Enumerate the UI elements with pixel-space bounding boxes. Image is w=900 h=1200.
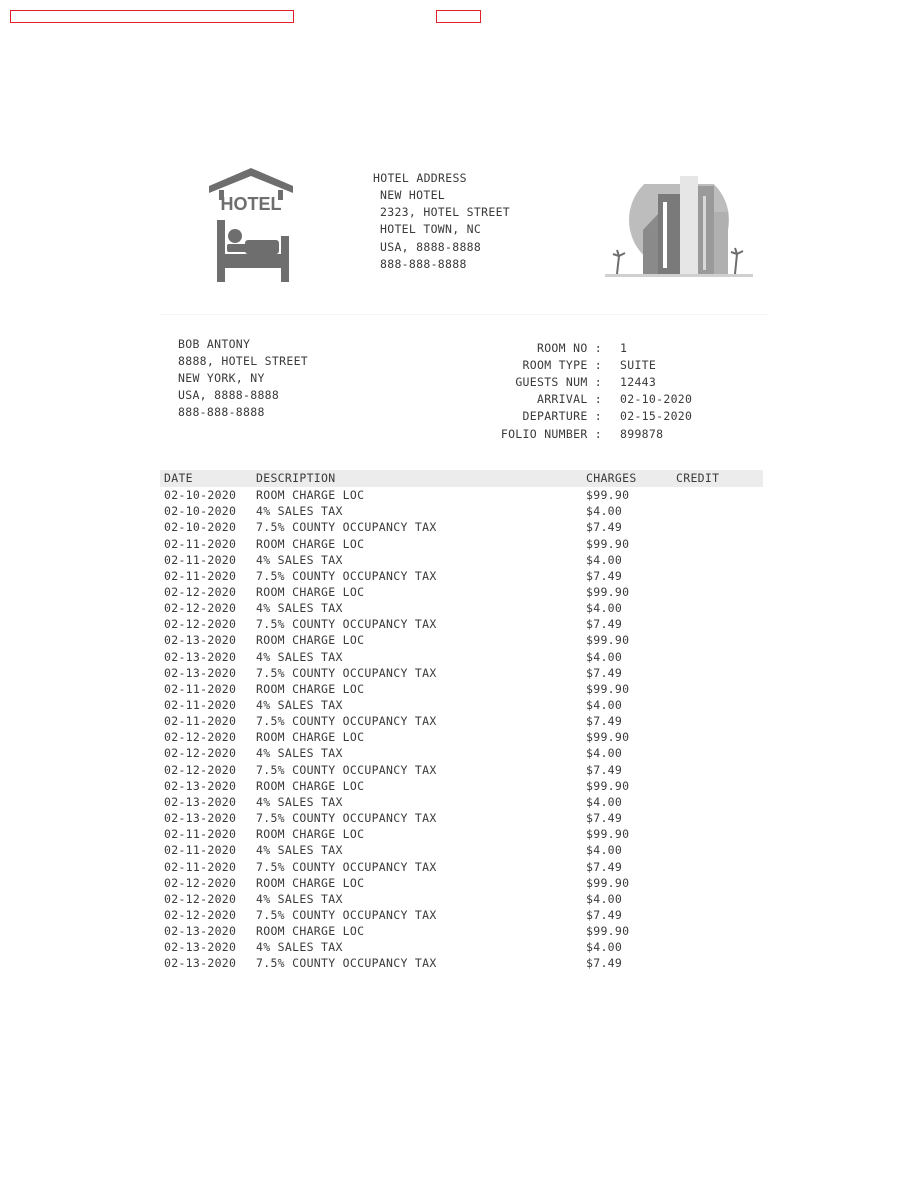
row-description: ROOM CHARGE LOC [256, 488, 365, 502]
row-description: 4% SALES TAX [256, 794, 343, 809]
row-date: 02-13-2020 [164, 778, 237, 793]
row-date: 02-13-2020 [164, 794, 237, 809]
guest-country: USA, 8888-8888 [178, 388, 280, 402]
row-charges: $99.90 [586, 875, 630, 890]
room-type-label: ROOM TYPE : [522, 358, 602, 372]
departure-value: 02-15-2020 [620, 409, 693, 423]
row-date: 02-11-2020 [164, 859, 237, 874]
row-description: 4% SALES TAX [256, 552, 343, 567]
table-row [160, 779, 763, 795]
row-date: 02-13-2020 [164, 649, 237, 664]
hotel-name: NEW HOTEL [380, 188, 446, 202]
row-date: 02-13-2020 [164, 940, 237, 955]
row-charges: $7.49 [586, 811, 623, 825]
table-row [160, 633, 763, 649]
row-charges: $7.49 [586, 520, 623, 535]
table-row [160, 908, 763, 924]
column-header-date: DATE [164, 471, 193, 485]
table-row [160, 569, 763, 585]
row-date: 02-13-2020 [164, 665, 237, 680]
guest-name: BOB ANTONY [178, 337, 251, 351]
row-date: 02-11-2020 [164, 843, 237, 858]
row-charges: $99.90 [586, 584, 630, 599]
row-date: 02-11-2020 [164, 827, 237, 842]
row-description: 4% SALES TAX [256, 891, 343, 906]
hotel-street: 2323, HOTEL STREET [380, 205, 511, 219]
row-description: 4% SALES TAX [256, 698, 343, 712]
row-description: 7.5% COUNTY OCCUPANCY TAX [256, 665, 437, 680]
row-date: 02-12-2020 [164, 617, 237, 632]
row-charges: $99.90 [586, 633, 630, 648]
row-description: ROOM CHARGE LOC [256, 778, 365, 793]
row-description: 4% SALES TAX [256, 504, 343, 519]
table-row [160, 617, 763, 633]
table-row [160, 520, 763, 536]
table-row [160, 763, 763, 779]
table-row [160, 682, 763, 698]
row-date: 02-12-2020 [164, 746, 237, 761]
table-row [160, 714, 763, 730]
hotel-phone: 888-888-8888 [380, 257, 467, 271]
table-row [160, 698, 763, 714]
column-header-charges: CHARGES [586, 471, 637, 485]
row-charges: $99.90 [586, 488, 630, 502]
row-charges: $4.00 [586, 504, 623, 519]
row-charges: $7.49 [586, 762, 623, 777]
table-row [160, 488, 763, 504]
row-description: 7.5% COUNTY OCCUPANCY TAX [256, 762, 437, 777]
table-row [160, 827, 763, 843]
row-charges: $7.49 [586, 617, 623, 632]
highlight-box-left [10, 10, 294, 23]
table-row [160, 585, 763, 601]
room-number-value: 1 [620, 341, 628, 355]
row-date: 02-11-2020 [164, 714, 237, 729]
row-description: ROOM CHARGE LOC [256, 924, 365, 938]
row-charges: $4.00 [586, 552, 623, 567]
row-charges: $4.00 [586, 794, 623, 809]
departure-label: DEPARTURE : [522, 409, 602, 423]
row-date: 02-11-2020 [164, 681, 237, 696]
row-charges: $4.00 [586, 601, 623, 615]
row-description: 7.5% COUNTY OCCUPANCY TAX [256, 907, 437, 922]
table-row [160, 843, 763, 859]
folio-number-value: 899878 [620, 427, 664, 441]
column-header-credit: CREDIT [676, 471, 720, 485]
row-date: 02-10-2020 [164, 488, 237, 502]
hotel-logo-text: HOTEL [220, 194, 282, 214]
hotel-bed-icon [205, 166, 297, 286]
table-row [160, 601, 763, 617]
guests-num-value: 12443 [620, 375, 657, 389]
row-description: 4% SALES TAX [256, 746, 343, 761]
row-date: 02-13-2020 [164, 811, 237, 825]
row-description: 4% SALES TAX [256, 843, 343, 858]
table-row [160, 795, 763, 811]
row-charges: $99.90 [586, 778, 630, 793]
hotel-logo [205, 166, 297, 286]
row-description: 7.5% COUNTY OCCUPANCY TAX [256, 811, 437, 825]
row-description: ROOM CHARGE LOC [256, 875, 365, 890]
row-charges: $99.90 [586, 536, 630, 551]
row-charges: $7.49 [586, 956, 623, 971]
row-charges: $4.00 [586, 649, 623, 664]
table-row [160, 876, 763, 892]
row-description: ROOM CHARGE LOC [256, 681, 365, 696]
room-type-value: SUITE [620, 358, 657, 372]
table-row [160, 650, 763, 666]
row-description: ROOM CHARGE LOC [256, 536, 365, 551]
row-charges: $4.00 [586, 891, 623, 906]
table-row [160, 924, 763, 940]
hotel-address-heading: HOTEL ADDRESS [373, 171, 467, 185]
arrival-value: 02-10-2020 [620, 392, 693, 406]
table-row [160, 860, 763, 876]
guest-city: NEW YORK, NY [178, 371, 265, 385]
row-description: ROOM CHARGE LOC [256, 633, 365, 648]
table-row [160, 730, 763, 746]
row-charges: $7.49 [586, 665, 623, 680]
table-row [160, 746, 763, 762]
row-date: 02-12-2020 [164, 907, 237, 922]
row-date: 02-12-2020 [164, 891, 237, 906]
hotel-country: USA, 8888-8888 [380, 240, 482, 254]
row-charges: $99.90 [586, 827, 630, 842]
row-date: 02-12-2020 [164, 730, 237, 745]
row-date: 02-12-2020 [164, 875, 237, 890]
highlight-box-right [436, 10, 481, 23]
table-row [160, 892, 763, 908]
building-logo [603, 172, 755, 282]
row-charges: $7.49 [586, 714, 623, 729]
row-description: ROOM CHARGE LOC [256, 584, 365, 599]
row-charges: $99.90 [586, 730, 630, 745]
room-number-label: ROOM NO : [536, 341, 602, 355]
row-charges: $4.00 [586, 746, 623, 761]
row-description: 7.5% COUNTY OCCUPANCY TAX [256, 568, 437, 583]
row-charges: $4.00 [586, 843, 623, 858]
table-row [160, 504, 763, 520]
row-description: 7.5% COUNTY OCCUPANCY TAX [256, 956, 437, 971]
row-date: 02-12-2020 [164, 584, 237, 599]
row-description: 7.5% COUNTY OCCUPANCY TAX [256, 714, 437, 729]
row-charges: $99.90 [586, 681, 630, 696]
row-description: 4% SALES TAX [256, 940, 343, 955]
row-date: 02-11-2020 [164, 552, 237, 567]
row-date: 02-10-2020 [164, 504, 237, 519]
row-charges: $4.00 [586, 698, 623, 712]
table-row [160, 553, 763, 569]
folio-number-label: FOLIO NUMBER : [500, 427, 602, 441]
guests-num-label: GUESTS NUM : [515, 375, 602, 389]
row-date: 02-11-2020 [164, 568, 237, 583]
row-date: 02-12-2020 [164, 762, 237, 777]
row-charges: $7.49 [586, 568, 623, 583]
row-description: 4% SALES TAX [256, 649, 343, 664]
row-description: 7.5% COUNTY OCCUPANCY TAX [256, 520, 437, 535]
row-description: ROOM CHARGE LOC [256, 827, 365, 842]
guest-street: 8888, HOTEL STREET [178, 354, 309, 368]
hotel-town: HOTEL TOWN, NC [380, 222, 482, 236]
table-row [160, 956, 763, 972]
table-row [160, 666, 763, 682]
guest-phone: 888-888-8888 [178, 405, 265, 419]
table-row [160, 811, 763, 827]
row-date: 02-12-2020 [164, 601, 237, 615]
row-description: 4% SALES TAX [256, 601, 343, 615]
row-charges: $4.00 [586, 940, 623, 955]
row-charges: $99.90 [586, 924, 630, 938]
row-date: 02-13-2020 [164, 956, 237, 971]
row-description: 7.5% COUNTY OCCUPANCY TAX [256, 617, 437, 632]
row-date: 02-13-2020 [164, 924, 237, 938]
row-description: ROOM CHARGE LOC [256, 730, 365, 745]
charges-table-header [160, 470, 763, 487]
table-row [160, 940, 763, 956]
row-description: 7.5% COUNTY OCCUPANCY TAX [256, 859, 437, 874]
building-icon [603, 172, 755, 282]
row-charges: $7.49 [586, 907, 623, 922]
row-date: 02-10-2020 [164, 520, 237, 535]
row-date: 02-13-2020 [164, 633, 237, 648]
table-row [160, 537, 763, 553]
section-divider [160, 314, 768, 315]
row-date: 02-11-2020 [164, 698, 237, 712]
arrival-label: ARRIVAL : [536, 392, 602, 406]
column-header-description: DESCRIPTION [256, 471, 336, 485]
row-date: 02-11-2020 [164, 536, 237, 551]
row-charges: $7.49 [586, 859, 623, 874]
